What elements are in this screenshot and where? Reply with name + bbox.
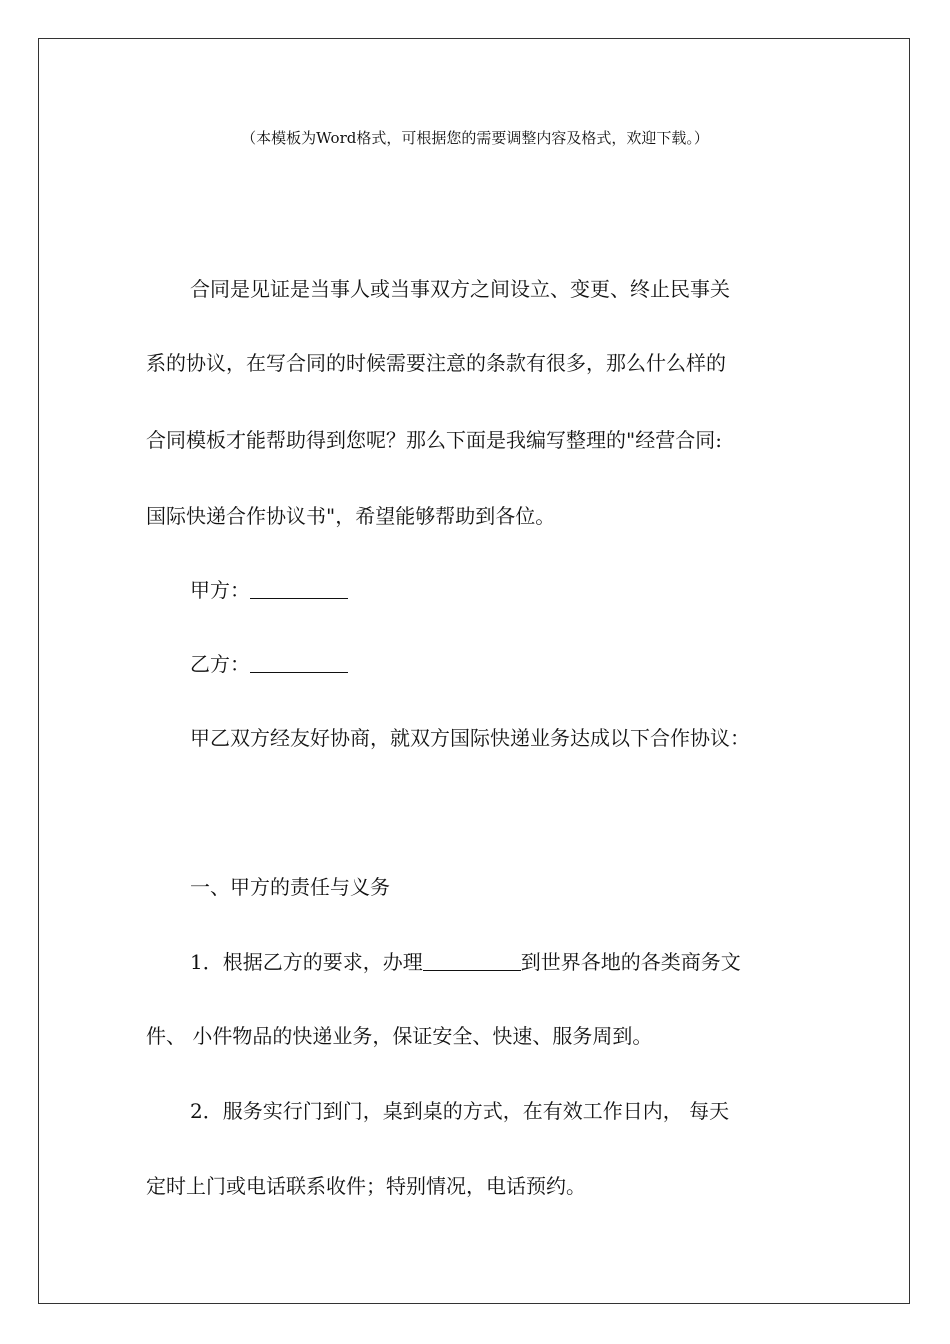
template-note: （本模板为Word格式，可根据您的需要调整内容及格式，欢迎下载。） — [241, 129, 709, 147]
intro-line-3: 合同模板才能帮助得到您呢？那么下面是我编写整理的"经营合同: — [146, 428, 722, 452]
party-a-row — [190, 578, 348, 602]
intro-line-2: 系的协议，在写合同的时候需要注意的条款有很多，那么什么样的 — [146, 351, 726, 375]
section-1-item-1-line-1 — [190, 950, 741, 974]
item-1-blank — [423, 969, 521, 971]
section-1-heading: 一、甲方的责任与义务 — [190, 875, 390, 899]
section-1-item-2-line-1: 2．服务实行门到门，桌到桌的方式，在有效工作日内， 每天 — [190, 1099, 730, 1123]
agreement-intro: 甲乙双方经友好协商，就双方国际快递业务达成以下合作协议： — [190, 726, 750, 750]
intro-line-4: 国际快递合作协议书"，希望能够帮助到各位。 — [146, 504, 556, 528]
party-b-label: 乙方： — [190, 652, 250, 676]
item-1-text-start: 1．根据乙方的要求，办理 — [190, 950, 423, 974]
party-b-blank — [250, 671, 348, 673]
section-1-item-2-line-2: 定时上门或电话联系收件；特别情况，电话预约。 — [146, 1174, 586, 1198]
party-a-blank — [250, 597, 348, 599]
section-1-item-1-line-2: 件、 小件物品的快递业务，保证安全、快速、服务周到。 — [146, 1024, 653, 1048]
party-a-label: 甲方： — [190, 578, 250, 602]
item-1-text-end: 到世界各地的各类商务文 — [520, 950, 741, 974]
intro-line-1: 合同是见证是当事人或当事双方之间设立、变更、终止民事关 — [190, 277, 730, 301]
party-b-row — [190, 652, 348, 676]
